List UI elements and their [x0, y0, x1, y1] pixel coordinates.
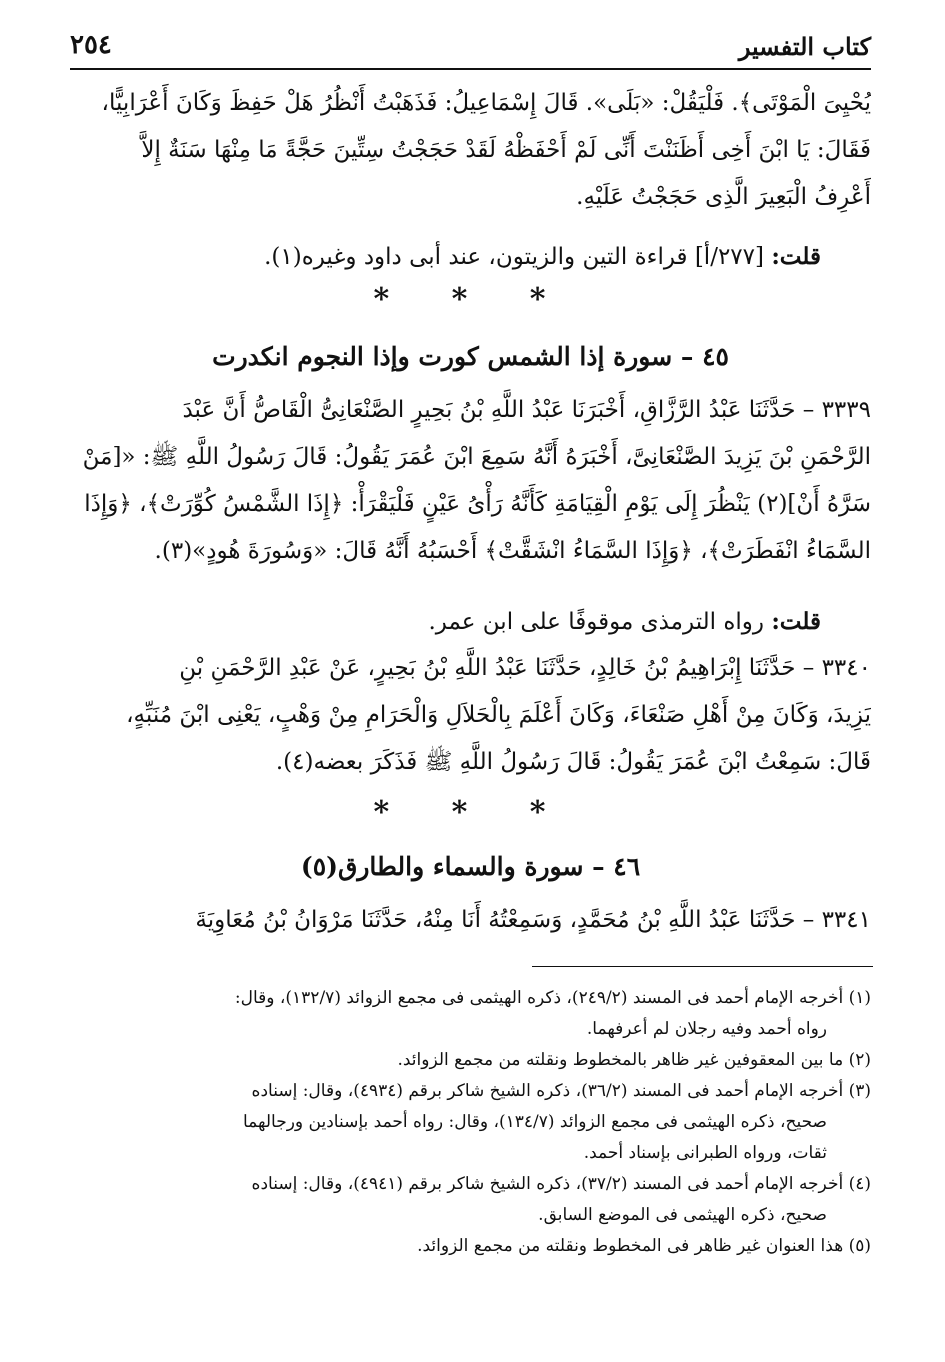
note-qult-1 [70, 233, 871, 281]
section-divider-stars: * * * [373, 282, 572, 317]
text-line: الرَّحْمَنِ بْنَ يَزِيدَ الصَّنْعَانِىَّ، أَخْبَرَهُ أَنَّهُ سَمِعَ ابْنَ عُمَرَ يَقُولُ: قَالَ رَسُولُ اللَّهِ ﷺ: «[مَنْ [82, 444, 871, 470]
text-line: ٣٣٣٩ – حَدَّثَنَا عَبْدُ الرَّزَّاقِ، أَخْبَرَنَا عَبْدُ اللَّهِ بْنُ بَحِيرٍ الصَّنْعَانِىُّ الْقَاصُّ أَنَّ عَبْدَ [182, 397, 871, 423]
note-qult-2 [70, 598, 871, 646]
section-heading-45: ٤٥ – سورة إذا الشمس كورت وإذا النجوم انكدرت [212, 342, 729, 371]
note-label: قلت: [771, 243, 821, 270]
note-text: [٢٧٧/أ] قراءة التين والزيتون، عند أبى داود وغيره(١). [264, 244, 764, 270]
text-line: سَرَّهُ أَنْ](٢) يَنْظُرَ إِلَى يَوْمِ الْقِيَامَةِ كَأَنَّهُ رَأْىُ عَيْنٍ فَلْيَقْرَأْ: ﴿إِذَا الشَّمْسُ كُوِّرَتْ﴾، ﴿وَإِذَا [84, 491, 871, 517]
book-title: كتاب التفسير [738, 32, 871, 61]
footnote-line: (٥) هذا العنوان غير ظاهر فى المخطوط ونقلته من مجمع الزوائد. [417, 1236, 871, 1256]
footnote-line: ثقات، ورواه الطبرانى بإسناد أحمد. [583, 1143, 827, 1163]
footnote-line: صحيح، ذكره الهيثمى فى مجمع الزوائد (١٣٤/٧)، وقال: رواه أحمد بإسنادين ورجالهما [243, 1112, 827, 1132]
footnotes [70, 983, 871, 1262]
text-line: يُحْيِىَ الْمَوْتَى﴾. فَلْيَقُلْ: «بَلَى». قَالَ إِسْمَاعِيلُ: فَذَهَبْتُ أَنْظُرُ هَلْ حَفِظَ وَكَانَ أَعْرَابِيًّا، [101, 90, 871, 116]
footnote-line: (٣) أخرجه الإمام أحمد فى المسند (٣٦/٢)، ذكره الشيخ شاكر برقم (٤٩٣٤)، وقال: إسناده [251, 1081, 871, 1101]
hadith-3341 [70, 897, 871, 944]
section-heading-46: ٤٦ – سورة والسماء والطارق(٥) [300, 852, 641, 881]
text-line: ٣٣٤٠ – حَدَّثَنَا إِبْرَاهِيمُ بْنُ خَالِدٍ، حَدَّثَنَا عَبْدُ اللَّهِ بْنُ بَحِيرٍ، عَنْ عَبْدِ الرَّحْمَنِ بْنِ [179, 655, 871, 681]
text-line: أَعْرِفُ الْبَعِيرَ الَّذِى حَجَجْتُ عَلَيْهِ. [576, 184, 871, 210]
footnote-line: (١) أخرجه الإمام أحمد فى المسند (٢٤٩/٢)، ذكره الهيثمى فى مجمع الزوائد (١٣٢/٧)، وقال: [234, 988, 871, 1008]
hadith-3339 [70, 387, 871, 575]
footnote-line: رواه أحمد وفيه رجلان لم أعرفهما. [586, 1019, 827, 1039]
note-text: رواه الترمذى موقوفًا على ابن عمر. [428, 609, 764, 635]
page-header [70, 28, 871, 70]
footnote-separator [532, 966, 873, 967]
hadith-3340 [70, 645, 871, 786]
text-line: ٣٣٤١ – حَدَّثَنَا عَبْدُ اللَّهِ بْنُ مُحَمَّدٍ، وَسَمِعْتُهُ أَنَا مِنْهُ، حَدَّثَنَا مَرْوَانُ بْنُ مُعَاوِيَةَ [195, 907, 871, 933]
top-paragraph [70, 80, 871, 221]
page-number: ٢٥٤ [70, 30, 112, 60]
footnote-line: (٢) ما بين المعقوفين غير ظاهر بالمخطوط ونقلته من مجمع الزوائد. [397, 1050, 871, 1070]
note-label: قلت: [771, 608, 821, 635]
text-line: يَزِيدَ، وَكَانَ مِنْ أَهْلِ صَنْعَاءَ، وَكَانَ أَعْلَمَ بِالْحَلاَلِ وَالْحَرَامِ مِنْ وَهْبٍ، يَعْنِى ابْنَ مُنَبِّهٍ، [126, 702, 871, 728]
footnote-line: (٤) أخرجه الإمام أحمد فى المسند (٣٧/٢)، ذكره الشيخ شاكر برقم (٤٩٤١)، وقال: إسناده [251, 1174, 871, 1194]
text-line: قَالَ: سَمِعْتُ ابْنَ عُمَرَ يَقُولُ: قَالَ رَسُولُ اللَّهِ ﷺ فَذَكَرَ بعضه(٤). [275, 749, 871, 775]
text-line: السَّمَاءُ انْفَطَرَتْ﴾، ﴿وَإِذَا السَّمَاءُ انْشَقَّتْ﴾ أَحْسَبُهُ أَنَّهُ قَالَ: «وَسُورَةَ هُودٍ»(٣). [154, 538, 871, 564]
section-divider-stars: * * * [373, 795, 572, 830]
text-line: فَقَالَ: يَا ابْنَ أَخِى أَظَنَنْتَ أَنِّى لَمْ أَحْفَظْهُ لَقَدْ حَجَجْتُ سِتِّينَ حَجَّةً مَا مِنْهَا سَنَةٌ إِلاَّ [141, 137, 871, 163]
footnote-line: صحيح، ذكره الهيثمى فى الموضع السابق. [538, 1205, 827, 1225]
